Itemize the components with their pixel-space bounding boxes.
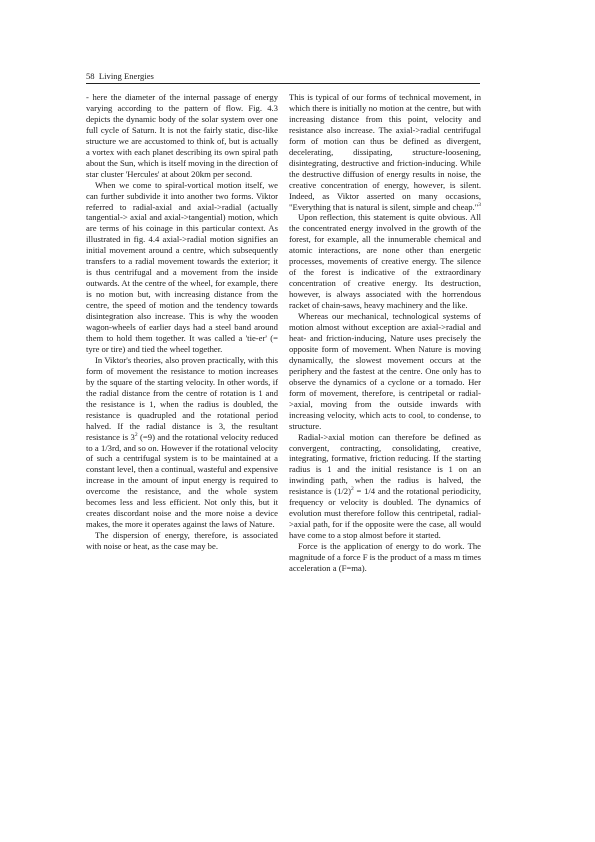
paragraph xyxy=(289,311,481,431)
paragraph-text: = 1/4 and the rotational periodicity, frequency or velocity is doubled. The dynamics of evolution must therefore follow this centripetal, radial->axial path, for if the opposite were the case, all would have come to a stop almost before it started. xyxy=(289,486,481,541)
page-number: 58 xyxy=(86,71,95,81)
paragraph xyxy=(289,212,481,311)
paragraph xyxy=(86,180,278,355)
paragraph-text: The dispersion of energy, therefore, is associated with noise or heat, as the case may be. xyxy=(86,530,278,552)
paragraph xyxy=(289,92,481,212)
running-header xyxy=(86,71,480,84)
paragraph xyxy=(86,355,278,530)
paragraph xyxy=(86,92,278,180)
paragraph-text: (=9) and the rotational velocity reduced to a 1/3rd, and so on. However if the rotational velocity of such a centrifugal system is to be maintained at a constant level, then a continual, wasteful and expensive increase in the amount of input energy is required to overcome the resistance, and the whole system becomes less and less efficient. Not only this, but it creates discordant noise and the more noise a device makes, the more it operates against the laws of Nature. xyxy=(86,431,278,530)
paragraph-text: - here the diameter of the internal passage of energy varying according to the pattern of flow. Fig. 4.3 depicts the dynamic body of the solar system over one full cycle of Saturn. It is not the fairly static, disc-like structure we are accustomed to think of, but is actually a vortex with each planet describing its own spiral path about the Sun, which is itself moving in the direction of star cluster 'Hercules' at about 20km per second. xyxy=(86,92,279,179)
paragraph xyxy=(289,432,481,542)
paragraph-text: This is typical of our forms of technical movement, in which there is initially no motion at the centre, but with increasing distance from this point, velocity and resistance also increase. The axial->radial centrifugal form of motion can thus be defined as divergent, decelerating, dissipating, structure-loosening, disintegrating, destructive and friction-inducing. While the destructive diffusion of energy results in noise, the creative concentration of energy, however, is silent. Indeed, as Viktor asserted on many occasions, "Everything that is natural is silent, simple and cheap." xyxy=(289,92,481,212)
superscript: 2 xyxy=(134,431,138,438)
running-title: Living Energies xyxy=(98,71,154,81)
paragraph-text: Whereas our mechanical, technological systems of motion almost without exception are axial->radial and heat- and friction-inducing, Nature uses precisely the opposite form of movement. When Nature is moving dynamically, the slowest movement occurs at the periphery and the fastest at the centre. One only has to observe the dynamics of a cyclone or a tornado. Her form of movement, therefore, is centripetal or radial->axial, moving from the outside inwards with increasing velocity, which acts to cool, to condense, to structure. xyxy=(289,311,481,431)
paragraph-text: In Viktor's theories, also proven practically, with this form of movement the resistance to motion increases by the square of the starting velocity. In other words, if the radial distance from the centre of rotation is 1 and the resistance is 1, when the radius is doubled, the resistance is quadrupled and the rotational period halved. If the radial distance is 3, the resultant resistance is 3 xyxy=(86,354,278,442)
paragraph-text: When we come to spiral-vortical motion itself, we can further subdivide it into another two forms. Viktor referred to radial-axial and axial->radial (actually tangential-> axial and axial->tangential) motion, which are terms of his coinage in this particular context. As illustrated in fig. 4.4 axial->radial motion signifies an initial movement around a centre, which subsequently transfers to a radial movement towards the exterior; it is thus centrifugal and a movement from the inside outwards. At the centre of the wheel, for example, there is no motion but, with increasing distance from the centre, the speed of motion and the tendency towards disintegration also increase. This is why the wooden wagon-wheels of earlier days had a steel band around them to hold them together. It was called a 'tie-er' (= tyre or tire) and tied the wheel together. xyxy=(86,179,278,354)
paragraph-text: Upon reflection, this statement is quite obvious. All the concentrated energy involved in the growth of the forest, for example, all the innumerable chemical and atomic interactions, are none other than energetic processes, movements of creative energy. The silence of the forest is indicative of the extraordinary concentration of creative energy. Its destruction, however, is always associated with the horrendous racket of chain-saws, heavy machinery and the like. xyxy=(289,212,481,311)
paragraph-text: Force is the application of energy to do work. The magnitude of a force F is the product of a mass m times acceleration a (F=ma). xyxy=(289,541,481,573)
paragraph xyxy=(86,530,278,552)
superscript: 2 xyxy=(350,486,354,493)
paragraph xyxy=(289,541,481,574)
right-column xyxy=(289,92,481,574)
paragraph-text: Radial->axial motion can therefore be defined as convergent, contracting, consolidating, creative, integrating, formative, friction reducing. If the starting radius is 1 and the initial resistance is 1 on an inwinding path, when the radius is halved, the resistance is (1/2) xyxy=(289,431,481,497)
left-column xyxy=(86,92,278,552)
superscript: 3 xyxy=(478,201,481,208)
